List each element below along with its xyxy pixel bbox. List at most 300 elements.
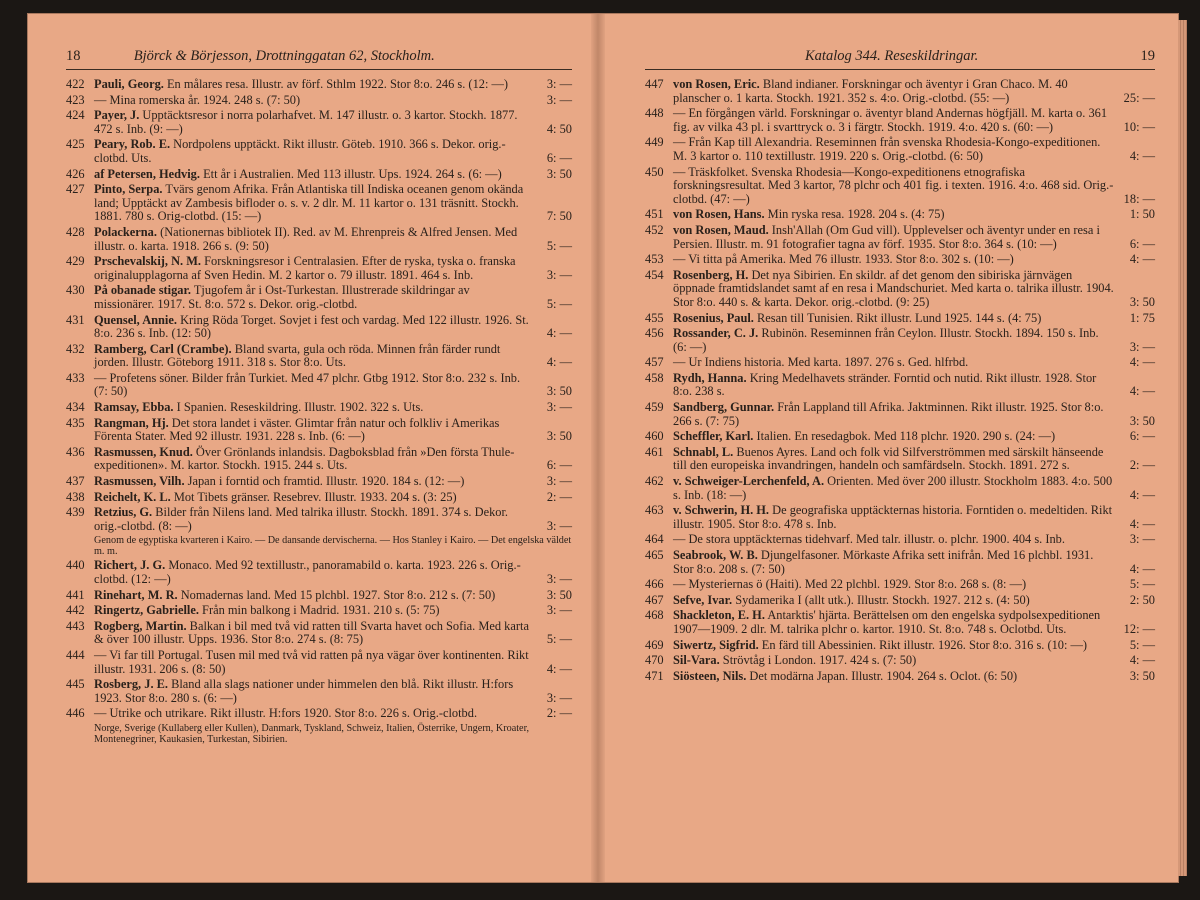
catalog-entry <box>645 166 1155 207</box>
entry-author: Ramberg, Carl (Crambe). <box>94 341 232 356</box>
catalog-entry <box>645 224 1155 251</box>
entry-author: Peary, Rob. E. <box>94 137 171 152</box>
entry-price: 3: — <box>546 92 572 107</box>
entry-text <box>94 284 572 311</box>
entry-text <box>94 168 572 182</box>
catalog-entry <box>66 284 572 311</box>
entry-author: Ramsay, Ebba. <box>94 400 174 415</box>
entry-price: 1: 50 <box>1129 207 1155 222</box>
entry-author: Scheffler, Karl. <box>673 429 754 444</box>
catalog-entry <box>66 138 572 165</box>
catalog-entry <box>645 670 1155 684</box>
entry-price: 12: — <box>1123 621 1155 636</box>
entry-price: 4: — <box>1129 252 1155 267</box>
catalog-entry <box>645 475 1155 502</box>
entry-number: 468 <box>645 608 664 623</box>
entry-author: Siösteen, Nils. <box>673 668 747 683</box>
entry-description: — Från Kap till Alexandria. Reseminnen från svenska Rhodesia-Kongo-expeditionen. M. 3 kartor o. 110 textillustr. 1919. 220 s. Orig.-clotbd. (6: 50) <box>673 135 1101 163</box>
entry-number: 430 <box>66 283 85 298</box>
entry-number: 435 <box>66 415 85 430</box>
entry-text <box>94 620 572 647</box>
entry-number: 426 <box>66 166 85 181</box>
catalog-entry <box>645 578 1155 592</box>
entry-author: Siwertz, Sigfrid. <box>673 637 759 652</box>
entry-number: 438 <box>66 489 85 504</box>
entry-text <box>94 226 572 253</box>
entry-price: 4: — <box>546 661 572 676</box>
entry-price: 4: 50 <box>546 121 572 136</box>
entry-number: 446 <box>66 706 85 721</box>
catalog-entry <box>66 589 572 603</box>
catalog-entry <box>645 549 1155 576</box>
catalog-entry <box>66 475 572 489</box>
entry-author: Sefve, Ivar. <box>673 592 733 607</box>
entry-description: Det modärna Japan. Illustr. 1904. 264 s. Oclot. (6: 50) <box>746 668 1018 683</box>
entry-price: 3: 50 <box>546 384 572 399</box>
entry-number: 463 <box>645 503 664 518</box>
entry-author: Rasmussen, Knud. <box>94 444 193 459</box>
catalog-entry <box>645 253 1155 267</box>
entry-description: — Mysteriernas ö (Haiti). Med 22 plchbl. 1929. Stor 8:o. 268 s. (8: —) <box>673 577 1027 592</box>
entry-number: 441 <box>66 587 85 602</box>
entry-description: I Spanien. Reseskildring. Illustr. 1902. 322 s. Uts. <box>173 400 424 415</box>
entry-text <box>94 109 572 136</box>
entry-description: Nordpolens upptäckt. Rikt illustr. Göteb. 1910. 366 s. Dekor. orig.-clotbd. Uts. <box>94 137 506 165</box>
entry-author: Polackerna. <box>94 224 157 239</box>
entry-text <box>94 475 572 489</box>
entry-description: Över Grönlands inlandsis. Dagboksblad från »Den första Thule-expeditionen». M. kartor. Stockh. 1915. 244 s. Uts. <box>94 444 515 473</box>
entry-price: 6: — <box>1129 429 1155 444</box>
catalog-entry <box>66 446 572 473</box>
entry-number: 448 <box>645 106 664 121</box>
entry-price: 4: — <box>1129 653 1155 668</box>
entry-text <box>673 401 1155 428</box>
entry-text <box>673 136 1155 163</box>
entry-price: 4: — <box>546 355 572 370</box>
entry-text <box>94 678 572 705</box>
left-header-rule <box>66 69 572 70</box>
entry-price: 3: — <box>546 572 572 586</box>
entry-number: 434 <box>66 400 85 415</box>
entry-text <box>94 94 572 108</box>
entry-price: 10: — <box>1123 119 1155 134</box>
entry-author: På obanade stigar. <box>94 283 191 298</box>
entry-text <box>673 504 1155 531</box>
entry-description: Forskningsresor i Centralasien. Efter de ryska, tyska o. franska originalupplagorna af Sven Hedin. M. 2 kartor o. 79 illustr. 1891. 464 s. Inb. <box>94 254 516 282</box>
entry-number: 461 <box>645 444 664 459</box>
left-entries <box>66 78 572 747</box>
entry-description: Sydamerika I (allt utk.). Illustr. Stockh. 1927. 212 s. (4: 50) <box>732 592 1030 607</box>
entry-price: 6: — <box>546 150 572 165</box>
entry-description: — Träskfolket. Svenska Rhodesia—Kongo-expeditionens etnografiska forskningsresultat. Med 3 kartor, 78 plchr och 401 fig. i texten. 1916. 4:o. 468 sid. Orig.-clotbd. (47: —) <box>673 164 1114 206</box>
entry-description: Resan till Tunisien. Rikt illustr. Lund 1925. 144 s. (4: 75) <box>753 310 1042 325</box>
entry-number: 422 <box>66 77 85 91</box>
entry-description: Det nya Sibirien. En skildr. af det genom den sibiriska järnvägen öppnade framtidslandet samt af en resa i Mandschuriet. Med karta o. talrika illustr. 1904. Stor 8:o. 440 s. & karta. Dekor. orig.-clotbd. (9: 25) <box>673 267 1114 309</box>
entry-number: 462 <box>645 474 664 489</box>
entry-price: 3: — <box>546 690 572 705</box>
entry-author: Ringertz, Gabrielle. <box>94 603 199 618</box>
entry-text <box>673 208 1155 222</box>
entry-number: 436 <box>66 444 85 459</box>
entry-text <box>94 417 572 444</box>
catalog-entry <box>645 401 1155 428</box>
entry-text <box>94 707 572 721</box>
entry-price: 3: — <box>1129 339 1155 354</box>
entry-author: von Rosen, Hans. <box>673 207 765 222</box>
entry-number: 447 <box>645 77 664 91</box>
entry-description: — Ur Indiens historia. Med karta. 1897. 276 s. Ged. hlfrbd. <box>673 355 969 370</box>
entry-text <box>94 604 572 618</box>
entry-price: 6: — <box>546 458 572 473</box>
entry-number: 467 <box>645 592 664 607</box>
entry-price: 4: — <box>1129 384 1155 399</box>
entry-number: 427 <box>66 182 85 197</box>
entry-text <box>94 314 572 341</box>
entry-number: 424 <box>66 108 85 123</box>
entry-text <box>673 639 1155 653</box>
catalog-entry <box>645 136 1155 163</box>
entry-description: — Vi far till Portugal. Tusen mil med två vid ratten på nya vägar över kontinenten. Rikt illustr. 1931. 206 s. (8: 50) <box>94 647 529 676</box>
right-page-number: 19 <box>1140 48 1155 64</box>
entry-description: En målares resa. Illustr. av förf. Sthlm 1922. Stor 8:o. 246 s. (12: —) <box>163 77 509 91</box>
entry-description: Italien. En resedagbok. Med 118 plchr. 1920. 290 s. (24: —) <box>753 429 1056 444</box>
entry-price: 3: 50 <box>546 166 572 181</box>
entry-text <box>94 138 572 165</box>
entry-number: 464 <box>645 532 664 547</box>
entry-description: Från Lappland till Afrika. Jaktminnen. Rikt illustr. 1925. Stor 8:o. 266 s. (7: 75) <box>673 400 1104 428</box>
entry-description: Kring Röda Torget. Sovjet i fest och vardag. Med 122 illustr. 1926. St. 8:o. 236 s. Inb. (12: 50) <box>94 312 529 341</box>
catalog-entry <box>645 639 1155 653</box>
entry-description: Antarktis' hjärta. Berättelsen om den engelska sydpolsexpeditionen 1907—1909. 2 dlr. M. talrika plchr o. kartor. 1910. St. 8:o. 748 s. Oclotbd. Uts. <box>673 608 1101 636</box>
catalog-entry <box>645 356 1155 370</box>
entry-description: Bilder från Nilens land. Med talrika illustr. Stockh. 1891. 374 s. Dekor. orig.-clotbd. (8: —) <box>94 505 509 533</box>
entry-description: Buenos Ayres. Land och folk vid Silfverströmmen med särskilt hänseende till den europeiska invandringen, handeln och samfärdseln. Stockh. 1891. 272 s. <box>673 444 1104 473</box>
entry-number: 428 <box>66 224 85 239</box>
catalog-entry <box>645 78 1155 105</box>
entry-description: Strövtåg i London. 1917. 424 s. (7: 50) <box>719 653 917 668</box>
catalog-entry <box>66 649 572 676</box>
entry-description: Från min balkong i Madrid. 1931. 210 s. (5: 75) <box>198 603 440 618</box>
entry-price: 2: — <box>546 706 572 721</box>
entry-text <box>94 649 572 676</box>
entry-author: Quensel, Annie. <box>94 312 177 327</box>
entry-number: 455 <box>645 310 664 325</box>
entry-description: Orienten. Med över 200 illustr. Stockholm 1883. 4:o. 500 s. Inb. (18: —) <box>673 474 1113 502</box>
entry-text <box>673 253 1155 267</box>
entry-number: 456 <box>645 326 664 341</box>
page-edge <box>1178 20 1187 876</box>
entry-author: Retzius, G. <box>94 505 153 520</box>
entry-author: af Petersen, Hedvig. <box>94 166 200 181</box>
catalog-entry <box>645 312 1155 326</box>
catalog-entry <box>645 372 1155 399</box>
entry-price: 2: — <box>546 489 572 504</box>
entry-author: v. Schwerin, H. H. <box>673 503 770 518</box>
entry-price: 5: — <box>546 238 572 253</box>
entry-description: — Vi titta på Amerika. Med 76 illustr. 1933. Stor 8:o. 302 s. (10: —) <box>673 252 1014 267</box>
entry-description: Nomadernas land. Med 15 plchbl. 1927. Stor 8:o. 212 s. (7: 50) <box>177 587 496 602</box>
catalog-entry <box>645 327 1155 354</box>
entry-price: 2: 50 <box>1129 592 1155 607</box>
entry-number: 466 <box>645 577 664 592</box>
entry-text <box>673 327 1155 354</box>
left-page-number: 18 <box>66 48 81 64</box>
entry-number: 423 <box>66 92 85 107</box>
left-note-2: Norge, Sverige (Kullaberg eller Kullen), Danmark, Tyskland, Schweiz, Italien, Österrike, Ungern, Kroater, Montenegriner, Kaukasien, Turkestan, Sibirien. <box>94 722 530 745</box>
entry-text <box>94 559 572 586</box>
entry-author: Shackleton, E. H. <box>673 608 765 623</box>
entry-description: Upptäcktsresor i norra polarhafvet. M. 147 illustr. o. 3 kartor. Stockh. 1877. 472 s. Inb. (9: —) <box>94 108 518 136</box>
entry-text <box>94 183 572 224</box>
entry-text <box>673 166 1155 207</box>
catalog-entry <box>645 533 1155 547</box>
entry-author: v. Schweiger-Lerchenfeld, A. <box>673 474 825 489</box>
entry-author: Rinehart, M. R. <box>94 587 178 602</box>
entry-text <box>673 609 1155 636</box>
entry-number: 449 <box>645 135 664 150</box>
catalog-entry <box>645 208 1155 222</box>
left-header <box>66 48 435 65</box>
left-header-title: Björck & Börjesson, Drottninggatan 62, Stockholm. <box>133 48 435 64</box>
left-note-1: Genom de egyptiska kvarteren i Kairo. — De dansande dervischerna. — Hos Stanley i Kairo. — Det engelska väldet m. m. <box>94 535 572 558</box>
entry-author: Pinto, Serpa. <box>94 182 163 197</box>
entry-number: 459 <box>645 400 664 415</box>
entry-text <box>94 446 572 473</box>
catalog-entry <box>66 620 572 647</box>
entry-description: Balkan i bil med två vid ratten till Svarta havet och Sofia. Med karta & över 100 illustr. Upps. 1936. Stor 8:o. 274 s. (8: 75) <box>94 618 529 647</box>
entry-price: 5: — <box>546 296 572 311</box>
entry-description: De geografiska upptäckternas historia. Forntiden o. medeltiden. Rikt illustr. 1905. Stor 8:o. 478 s. Inb. <box>673 503 1113 531</box>
right-page <box>605 14 1178 882</box>
entry-price: 3: 50 <box>546 587 572 602</box>
entry-price: 4: — <box>1129 148 1155 163</box>
entry-number: 457 <box>645 355 664 370</box>
entry-description: Rubinön. Reseminnen från Ceylon. Illustr. Stockh. 1894. 150 s. Inb. (6: —) <box>673 326 1099 354</box>
catalog-entry <box>66 183 572 224</box>
entry-price: 4: — <box>1129 487 1155 502</box>
entry-description: Bland alla slags nationer under himmelen den blå. Rikt illustr. H:fors 1923. Stor 8:o. 280 s. (6: —) <box>94 677 514 705</box>
entry-text <box>673 78 1155 105</box>
entry-description: Min ryska resa. 1928. 204 s. (4: 75) <box>764 207 945 222</box>
entry-number: 431 <box>66 312 85 327</box>
entry-text <box>94 401 572 415</box>
entry-description: Monaco. Med 92 textillustr., panoramabild o. karta. 1923. 226 s. Orig.-clotbd. (12: —) <box>94 558 521 586</box>
entry-author: Richert, J. G. <box>94 558 166 573</box>
entry-number: 450 <box>645 164 664 179</box>
entry-text <box>94 372 572 399</box>
entry-author: Prschevalskij, N. M. <box>94 254 202 269</box>
right-entries <box>645 78 1155 685</box>
entry-description: (Nationernas bibliotek II). Red. av M. Ehrenpreis & Alfred Jensen. Med illustr. o. karta. 1918. 266 s. (9: 50) <box>94 224 518 253</box>
entry-text <box>673 107 1155 134</box>
catalog-entry <box>645 107 1155 134</box>
entry-number: 433 <box>66 370 85 385</box>
entry-description: — Mina romerska år. 1924. 248 s. (7: 50) <box>94 92 301 107</box>
entry-number: 471 <box>645 668 664 683</box>
catalog-entry <box>645 269 1155 310</box>
entry-price: 4: — <box>1129 561 1155 576</box>
catalog-entry <box>645 446 1155 473</box>
entry-number: 451 <box>645 207 664 222</box>
catalog-spread <box>28 14 1178 882</box>
catalog-entry <box>66 401 572 415</box>
entry-price: 3: — <box>546 400 572 415</box>
entry-author: von Rosen, Maud. <box>673 222 769 237</box>
entry-text <box>673 356 1155 370</box>
entry-number: 440 <box>66 558 85 573</box>
entry-number: 432 <box>66 341 85 356</box>
catalog-entry <box>66 491 572 505</box>
entry-number: 437 <box>66 474 85 489</box>
entry-description: Ett år i Australien. Med 113 illustr. Ups. 1924. 264 s. (6: —) <box>199 166 502 181</box>
entry-description: — En förgången värld. Forskningar o. äventyr bland Andernas högfjäll. M. karta o. 361 fig. av vilka 43 pl. i svarttryck o. 3 i färgtr. Stockh. 1919. 4:o. 420 s. (60: —) <box>673 106 1108 134</box>
entry-number: 443 <box>66 618 85 633</box>
entry-number: 425 <box>66 137 85 152</box>
entry-description: Djungelfasoner. Mörkaste Afrika sett inifrån. Med 16 plchbl. 1931. Stor 8:o. 208 s. (7: 50) <box>673 548 1094 576</box>
entry-price: 3: 50 <box>1129 413 1155 428</box>
entry-description: Kring Medelhavets stränder. Forntid och nutid. Rikt illustr. 1928. Stor 8:o. 238 s. <box>673 370 1097 399</box>
entry-author: Seabrook, W. B. <box>673 548 758 562</box>
catalog-entry <box>66 78 572 92</box>
catalog-entry <box>645 654 1155 668</box>
entry-price: 4: — <box>546 326 572 341</box>
entry-text <box>673 654 1155 668</box>
entry-text <box>673 269 1155 310</box>
catalog-entry <box>66 343 572 370</box>
catalog-entry <box>66 168 572 182</box>
entry-price: 1: 75 <box>1129 310 1155 325</box>
entry-author: von Rosen, Eric. <box>673 77 760 91</box>
entry-number: 442 <box>66 603 85 618</box>
catalog-entry <box>66 314 572 341</box>
entry-price: 6: — <box>1129 236 1155 251</box>
entry-price: 4: — <box>1129 516 1155 531</box>
entry-price: 5: — <box>1129 637 1155 652</box>
catalog-entry <box>645 504 1155 531</box>
entry-number: 470 <box>645 653 664 668</box>
entry-number: 453 <box>645 252 664 267</box>
entry-text <box>673 372 1155 399</box>
entry-price: 25: — <box>1123 90 1155 105</box>
entry-author: Rosenius, Paul. <box>673 310 754 325</box>
entry-author: Pauli, Georg. <box>94 77 164 91</box>
entry-text <box>673 475 1155 502</box>
entry-number: 444 <box>66 647 85 662</box>
entry-number: 429 <box>66 254 85 269</box>
entry-author: Rossander, C. J. <box>673 326 759 341</box>
catalog-entry <box>66 417 572 444</box>
entry-text <box>94 255 572 282</box>
entry-text <box>94 491 572 505</box>
entry-description: En färd till Abessinien. Rikt illustr. 1926. Stor 8:o. 316 s. (10: —) <box>758 637 1088 652</box>
catalog-entry <box>66 678 572 705</box>
entry-price: 3: 50 <box>1129 668 1155 683</box>
entry-price: 3: — <box>546 518 572 533</box>
entry-price: 3: 50 <box>546 429 572 444</box>
entry-number: 458 <box>645 370 664 385</box>
entry-author: Rosberg, J. E. <box>94 677 168 692</box>
entry-price: 7: 50 <box>546 209 572 224</box>
catalog-entry <box>645 594 1155 608</box>
entry-author: Schnabl, L. <box>673 444 734 459</box>
entry-text <box>673 578 1155 592</box>
entry-text <box>94 589 572 603</box>
entry-price: 3: — <box>546 474 572 489</box>
right-header-title: Katalog 344. Reseskildringar. <box>805 48 979 64</box>
entry-number: 439 <box>66 505 85 520</box>
entry-text <box>673 312 1155 326</box>
catalog-entry <box>66 707 572 721</box>
entry-text <box>673 670 1155 684</box>
entry-text <box>94 506 572 533</box>
entry-author: Sil-Vara. <box>673 653 720 668</box>
entry-text <box>673 549 1155 576</box>
entry-description: Bland svarta, gula och röda. Minnen från färder rundt jorden. Illustr. Göteborg 1911. 318 s. Stor 8:o. Uts. <box>94 341 501 370</box>
entry-number: 445 <box>66 677 85 692</box>
entry-author: Rydh, Hanna. <box>673 370 747 385</box>
entry-text <box>94 78 572 92</box>
gutter <box>591 14 605 882</box>
entry-description: — Profetens söner. Bilder från Turkiet. Med 47 plchr. Gtbg 1912. Stor 8:o. 232 s. Inb. (7: 50) <box>94 370 521 399</box>
catalog-entry <box>645 609 1155 636</box>
entry-description: Bland indianer. Forskningar och äventyr i Gran Chaco. M. 40 planscher o. 1 karta. Stockh. 1921. 352 s. 4:o. Orig.-clotbd. (55: —) <box>673 77 1068 105</box>
entry-text <box>673 446 1155 473</box>
entry-price: 18: — <box>1123 191 1155 206</box>
entry-text <box>673 594 1155 608</box>
entry-author: Rogberg, Martin. <box>94 618 187 633</box>
catalog-entry <box>645 430 1155 444</box>
entry-description: Det stora landet i väster. Glimtar från natur och folkliv i Amerikas Förenta Stater. Med 92 illustr. 1931. 228 s. Inb. (6: —) <box>94 415 500 444</box>
catalog-entry <box>66 604 572 618</box>
entry-author: Sandberg, Gunnar. <box>673 400 775 415</box>
catalog-entry <box>66 506 572 533</box>
entry-description: Tjugofem år i Ost-Turkestan. Illustrerade skildringar av missionärer. 1917. St. 8:o. 572 s. Dekor. orig.-clotbd. <box>94 283 470 311</box>
entry-author: Rangman, Hj. <box>94 415 169 430</box>
entry-text <box>673 430 1155 444</box>
entry-price: 4: — <box>1129 355 1155 370</box>
catalog-entry <box>66 255 572 282</box>
entry-number: 452 <box>645 222 664 237</box>
left-page <box>28 14 591 882</box>
entry-text <box>673 224 1155 251</box>
entry-price: 3: — <box>1129 532 1155 547</box>
entry-price: 2: — <box>1129 458 1155 473</box>
entry-description: — De stora upptäckternas tidehvarf. Med talr. illustr. o. plchr. 1900. 404 s. Inb. <box>673 532 1065 547</box>
entry-price: 3: — <box>546 77 572 91</box>
catalog-entry <box>66 94 572 108</box>
entry-price: 3: — <box>546 267 572 282</box>
catalog-entry <box>66 559 572 586</box>
entry-price: 5: — <box>1129 577 1155 592</box>
entry-author: Payer, J. <box>94 108 140 123</box>
entry-number: 465 <box>645 548 664 562</box>
entry-author: Rosenberg, H. <box>673 267 749 282</box>
entry-description: Japan i forntid och framtid. Illustr. 1920. 184 s. (12: —) <box>184 474 465 489</box>
entry-number: 454 <box>645 267 664 282</box>
entry-author: Reichelt, K. L. <box>94 489 171 504</box>
entry-description: Insh'Allah (Om Gud vill). Upplevelser och äventyr under en resa i Persien. Illustr. m. 91 fotografier tagna av förf. 1935. Stor 8:o. 364 s. (10: —) <box>673 222 1100 251</box>
entry-text <box>673 533 1155 547</box>
entry-number: 469 <box>645 637 664 652</box>
entry-price: 5: — <box>546 632 572 647</box>
right-header-rule <box>645 69 1155 70</box>
entry-description: Mot Tibets gränser. Resebrev. Illustr. 1933. 204 s. (3: 25) <box>170 489 457 504</box>
catalog-entry <box>66 372 572 399</box>
entry-description: — Utrike och utrikare. Rikt illustr. H:fors 1920. Stor 8:o. 226 s. Orig.-clotbd. <box>94 706 478 721</box>
entry-description: Tvärs genom Afrika. Från Atlantiska till Indiska oceanen genom okända land; Upptäckt av Zambesis bifloder o. s. v. 2 dlr. M. 11 kartor o. 131 träsnitt. Stockh. 1881. 780 s. Orig-clotbd. (15: —) <box>94 182 524 224</box>
entry-author: Rasmussen, Vilh. <box>94 474 185 489</box>
catalog-entry <box>66 226 572 253</box>
